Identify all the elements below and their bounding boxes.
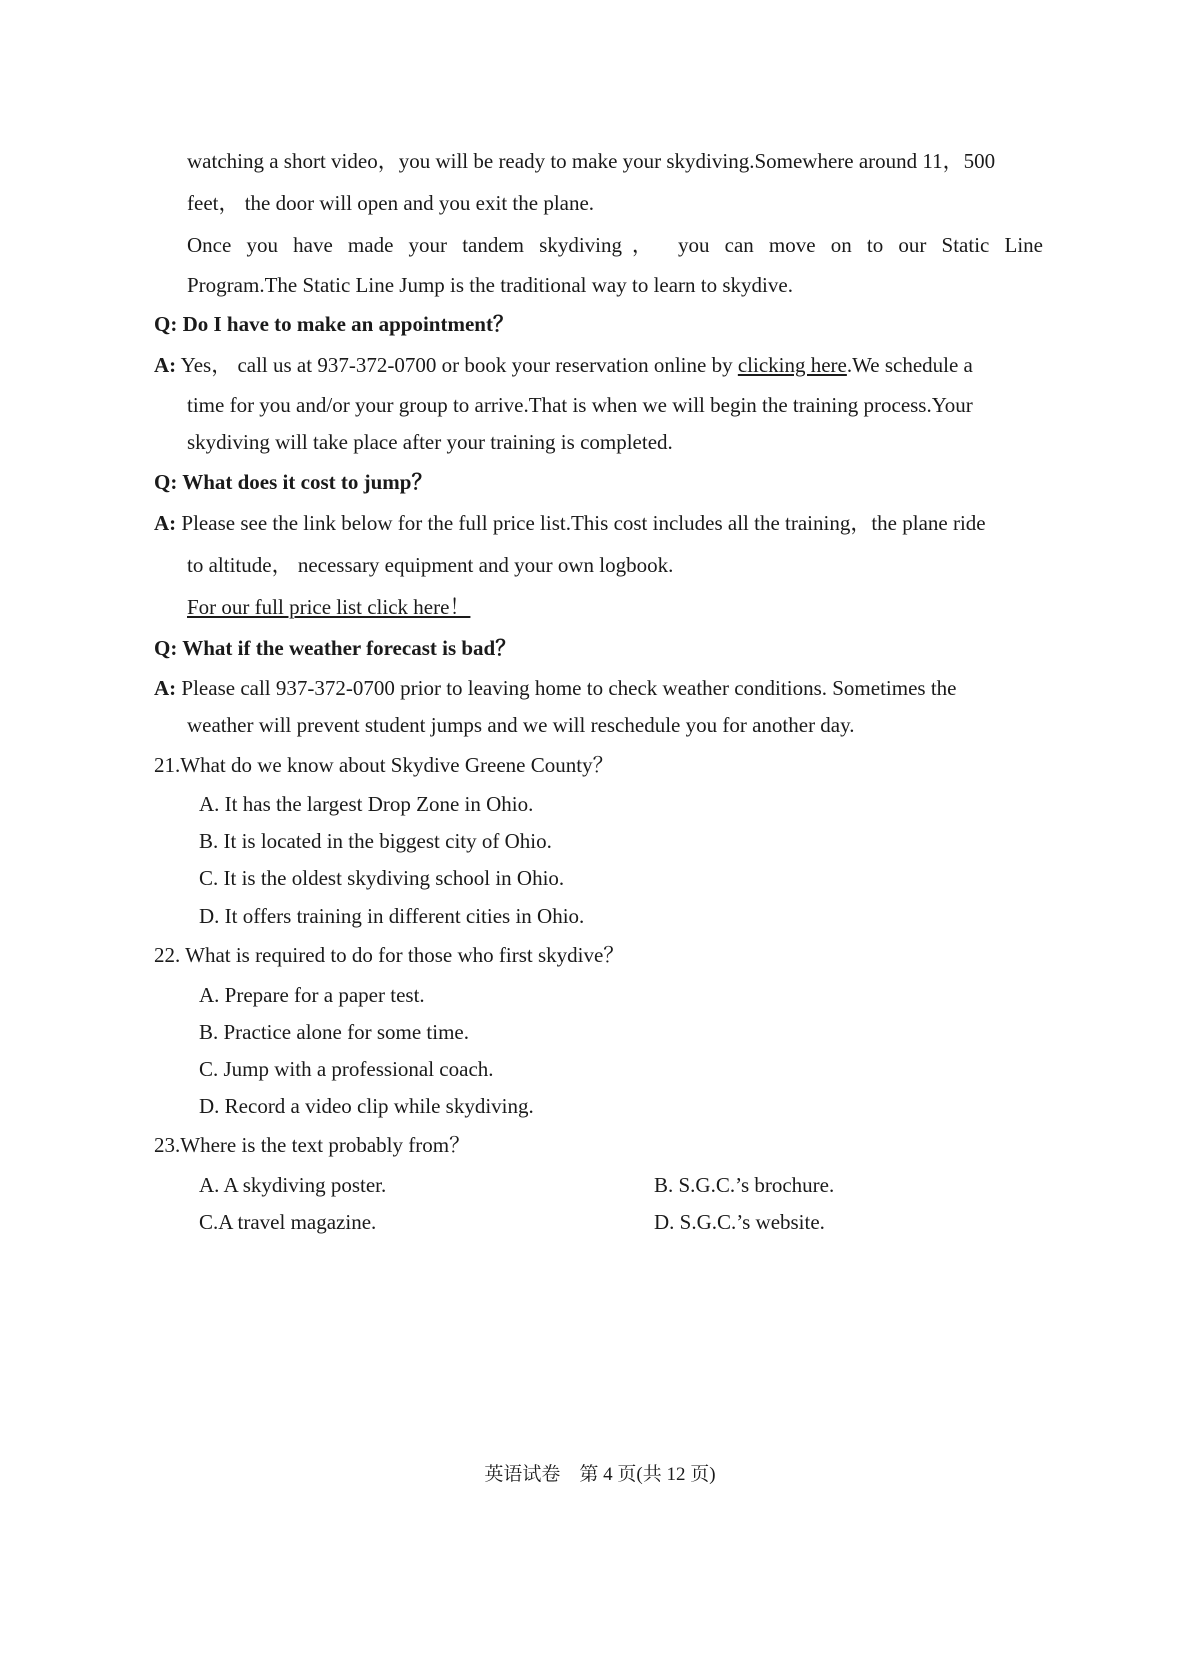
answer-text: .We schedule a xyxy=(846,353,973,377)
faq-question-text: Q: Do I have to make an appointment？ xyxy=(154,312,514,336)
q22-option-a: A. Prepare for a paper test. xyxy=(199,983,425,1007)
q23-option-c: C.A travel magazine. xyxy=(199,1210,377,1234)
q23-option-a: A. A skydiving poster. xyxy=(199,1173,387,1197)
q23-option-d: D. S.G.C.’s website. xyxy=(654,1210,825,1234)
answer-text: Please see the link below for the full price list.This cost includes all the training，the plane ride xyxy=(176,511,986,535)
faq-question xyxy=(154,638,516,659)
q22-option-c: C. Jump with a professional coach. xyxy=(199,1057,494,1081)
price-list-link[interactable] xyxy=(187,597,470,618)
faq-question xyxy=(154,314,514,335)
page-footer: 英语试卷 第 4 页(共 12 页) xyxy=(484,1464,716,1485)
q21-option-b: B. It is located in the biggest city of Ohio. xyxy=(199,829,552,853)
question-23: 23.Where is the text probably from？ xyxy=(154,1133,471,1157)
passage-line: watching a short video，you will be ready to make your skydiving.Somewhere around 11，500 xyxy=(187,149,996,173)
question-21: 21.What do we know about Skydive Greene County？ xyxy=(154,753,614,777)
answer-label: A: xyxy=(154,353,177,377)
answer-text: Please call 937-372-0700 prior to leaving home to check weather conditions. Sometimes the xyxy=(176,676,957,700)
faq-answer-line: to altitude， necessary equipment and your own logbook. xyxy=(187,553,674,577)
passage-line: feet， the door will open and you exit the plane. xyxy=(187,191,595,215)
q21-option-c: C. It is the oldest skydiving school in Ohio. xyxy=(199,866,565,890)
answer-label: A: xyxy=(154,676,177,700)
faq-answer xyxy=(154,513,986,534)
q23-option-b: B. S.G.C.’s brochure. xyxy=(654,1173,835,1197)
faq-answer-line: time for you and/or your group to arrive.That is when we will begin the training process.Your xyxy=(187,393,973,417)
faq-question-text: Q: What does it cost to jump？ xyxy=(154,470,433,494)
faq-answer xyxy=(154,355,973,376)
faq-answer-line: skydiving will take place after your training is completed. xyxy=(187,430,673,454)
faq-question xyxy=(154,472,432,493)
q21-option-d: D. It offers training in different cities in Ohio. xyxy=(199,904,585,928)
faq-question-text: Q: What if the weather forecast is bad？ xyxy=(154,636,517,660)
price-list-link-text[interactable]: For our full price list click here！ xyxy=(187,595,471,619)
question-22: 22. What is required to do for those who first skydive？ xyxy=(154,943,625,967)
passage-line: Program.The Static Line Jump is the traditional way to learn to skydive. xyxy=(187,273,793,297)
q22-option-d: D. Record a video clip while skydiving. xyxy=(199,1094,534,1118)
passage-line: Once you have made your tandem skydiving， you can move on to our Static Line xyxy=(187,233,1043,257)
answer-label: A: xyxy=(154,511,177,535)
clicking-here-link[interactable]: clicking here xyxy=(737,353,847,377)
faq-answer xyxy=(154,678,956,699)
faq-answer-line: weather will prevent student jumps and we will reschedule you for another day. xyxy=(187,713,855,737)
q21-option-a: A. It has the largest Drop Zone in Ohio. xyxy=(199,792,534,816)
q22-option-b: B. Practice alone for some time. xyxy=(199,1020,469,1044)
answer-text: Yes， call us at 937-372-0700 or book your reservation online by xyxy=(176,353,738,377)
